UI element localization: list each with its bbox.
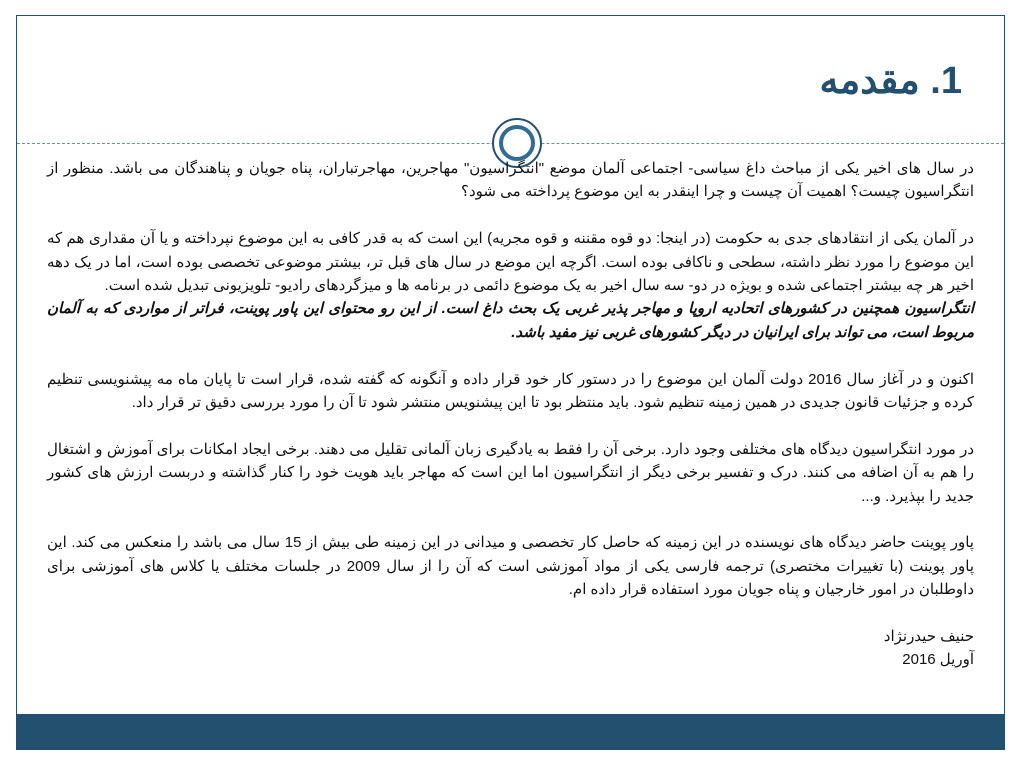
slide-body <box>47 157 974 672</box>
footer-bar <box>17 714 1004 749</box>
signature-date: آوریل 2016 <box>902 651 974 669</box>
paragraph-emphasis: انتگراسیون همچنین در کشورهای اتحادیه اروپا و مهاجر پذیر غربی یک بحث داغ است. از این رو محتوای این پاور پوینت، فراتر از مواردی که به آلمان مربوط است، می تواند برای ایرانیان در دیگر کشورهای غربی نیز مفید باشد. <box>47 300 974 341</box>
slide-title: 1. مقدمه <box>819 60 962 102</box>
paragraph-criticism: در آلمان یکی از انتقادهای جدی به حکومت (در اینجا: دو قوه مقننه و قوه مجریه) این است که به قدر کافی به این موضوع نپرداخته و یا آن مقداری هم که این موضوع را مورد نظر داشته، سطحی و ناکافی بوده است. اگرچه این موضع در سال های قبل تر، بیشتر موضوعی تخصصی بوده است، اما در یک دهه اخیر هر چه بیشتر اجتماعی شده و بویژه در دو- سه سال اخیر به یک موضوع دائمی در برنامه ها و میزگردهای رادیو- تلویزیونی تبدیل شده است. <box>47 230 974 295</box>
paragraph-about-presentation: پاور پوینت حاضر دیدگاه های نویسنده در این زمینه که حاصل کار تخصصی و میدانی در این زمینه طی بیش از 15 سال می باشد را منعکس می کند. این پاور پوینت (با تغییرات مختصری) ترجمه فارسی یکی از مواد آموزشی است که آن را از سال 2009 در جلسات مختلف یا کلاس های آموزشی برای داوطلبان در امور خارجیان و پناه جویان مورد استفاده قرار داده ام. <box>47 534 974 599</box>
signature-author: حنیف حیدرنژاد <box>883 628 974 646</box>
paragraph-government-plan: اکنون و در آغاز سال 2016 دولت آلمان این موضوع را در دستور کار خود قرار داده و آنگونه که گفته شده، قرار است تا پایان ماه مه پیشنویسی تنظیم کرده و جزئیات قانون جدیدی در همین زمینه تنظیم شود. باید منتظر بود تا این پیشنویس منتشر شود تا آن را مورد بررسی دقیق تر قرار داد. <box>47 370 974 412</box>
paragraph-intro: در سال های اخیر یکی از مباحث داغ سیاسی- اجتماعی آلمان موضع "انتگراسیون" مهاجرین، مهاجرتباران، پناه جویان و پناهندگان می باشد. منظور از انتگراسیون چیست؟ اهمیت آن چیست و چرا اینقدر به این موضوع پرداخته می شود؟ <box>47 160 974 201</box>
slide <box>16 15 1005 750</box>
paragraph-viewpoints: در مورد انتگراسیون دیدگاه های مختلفی وجود دارد. برخی آن را فقط به یادگیری زبان آلمانی تقلیل می دهند. برخی ایجاد امکانات برای آموزش و اشتغال را هم به آن اضافه می کنند. درک و تفسیر برخی دیگر از انتگراسیون اما این است که مهاجر باید هویت خود را کنار گذاشته و دربست ارزش های کشور جدید را بپذیرد. و... <box>47 440 974 505</box>
